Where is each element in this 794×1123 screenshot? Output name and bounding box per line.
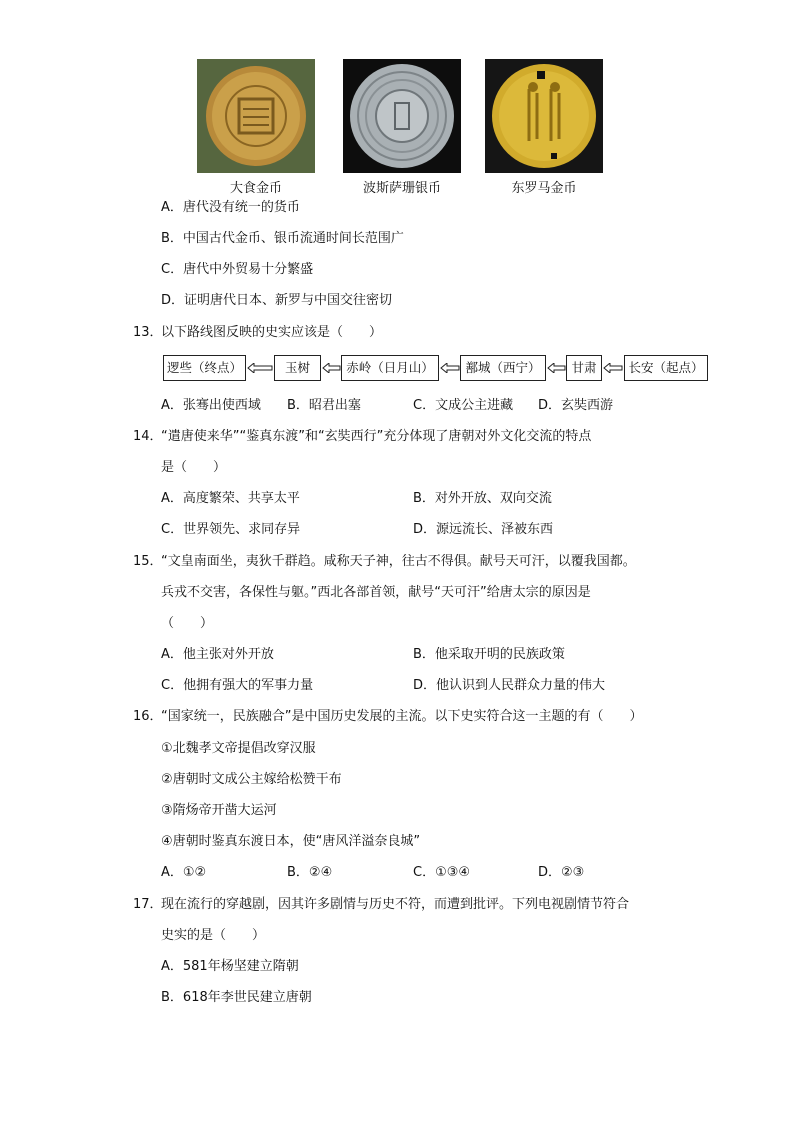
q16-item-4: ④唐朝时鉴真东渡日本，使“唐风洋溢奈良城”: [161, 834, 421, 849]
q16-number: 16．: [133, 709, 163, 724]
left-arrow-icon: [322, 363, 341, 373]
q15-stem-line1: “文皇南面坐，夷狄千群趋。咸称天子神，往古不得俱。献号天可汗，以覆我国都。: [161, 554, 636, 569]
route-node-changan: 长安（起点）: [624, 355, 708, 381]
q14-option-a: A．高度繁荣、共享太平: [161, 491, 300, 506]
q15-option-c: C．他拥有强大的军事力量: [161, 678, 314, 693]
q16-stem: “国家统一，民族融合”是中国历史发展的主流。以下史实符合这一主题的有（ ）: [161, 709, 643, 724]
route-diagram: [163, 355, 708, 383]
coin-figure: [195, 59, 615, 199]
q16-option-b: B．②④: [287, 865, 333, 880]
q12-option-a: A．唐代没有统一的货币: [161, 200, 300, 215]
byzantine-coin-image: [485, 59, 603, 173]
q15-option-b: B．他采取开明的民族政策: [413, 647, 565, 662]
silver-coin-sasanian-icon: [343, 59, 461, 173]
coin-caption-3: 东罗马金币: [511, 181, 577, 196]
route-node-luoxie: 逻些（终点）: [163, 355, 246, 381]
coin-caption-1: 大食金币: [229, 181, 282, 196]
q16-option-d: D．②③: [538, 865, 585, 880]
q16-option-c: C．①③④: [413, 865, 471, 880]
coin-caption-2: 波斯萨珊银币: [362, 181, 441, 196]
left-arrow-icon: [547, 363, 566, 373]
q15-stem-line2: 兵戎不交害，各保性与躯。”西北各部首领，献号“天可汗”给唐太宗的原因是: [161, 585, 591, 600]
route-node-shancheng: 鄯城（西宁）: [460, 355, 546, 381]
q13-option-a: A．张骞出使西域: [161, 398, 261, 413]
route-node-gansu: 甘肃: [566, 355, 602, 381]
q15-option-d: D．他认识到人民群众力量的伟大: [413, 678, 606, 693]
q15-option-a: A．他主张对外开放: [161, 647, 274, 662]
q14-option-b: B．对外开放、双向交流: [413, 491, 552, 506]
q17-option-b: B．618年李世民建立唐朝: [161, 990, 312, 1005]
q16-option-a: A．①②: [161, 865, 207, 880]
q13-option-c: C．文成公主进藏: [413, 398, 514, 413]
dinar-coin-image: [197, 59, 315, 173]
q13-option-d: D．玄奘西游: [538, 398, 614, 413]
q16-item-2: ②唐朝时文成公主嫁给松赞干布: [161, 772, 342, 787]
left-arrow-icon: [440, 363, 460, 373]
q17-stem-line2: 史实的是（ ）: [161, 928, 266, 943]
q13-number: 13．: [133, 325, 163, 340]
q14-option-c: C．世界领先、求同存异: [161, 522, 301, 537]
q16-item-3: ③隋炀帝开凿大运河: [161, 803, 277, 818]
gold-coin-byzantine-icon: [485, 59, 603, 173]
left-arrow-icon: [603, 363, 623, 373]
q12-option-d: D．证明唐代日本、新罗与中国交往密切: [161, 293, 393, 308]
q17-number: 17．: [133, 897, 163, 912]
q14-stem-line2: 是（ ）: [161, 460, 227, 475]
q16-item-1: ①北魏孝文帝提倡改穿汉服: [161, 741, 316, 756]
q14-stem-line1: “遣唐使来华”“鉴真东渡”和“玄奘西行”充分体现了唐朝对外文化交流的特点: [161, 429, 592, 444]
q14-number: 14．: [133, 429, 163, 444]
q12-option-b: B．中国古代金币、银币流通时间长范围广: [161, 231, 404, 246]
gold-coin-dinar-icon: [197, 59, 315, 173]
q15-number: 15．: [133, 554, 163, 569]
q14-option-d: D．源远流长、泽被东西: [413, 522, 554, 537]
sasanian-coin-image: [343, 59, 461, 173]
q17-option-a: A．581年杨坚建立隋朝: [161, 959, 299, 974]
q13-stem: 以下路线图反映的史实应该是（ ）: [161, 325, 383, 340]
left-arrow-icon: [247, 363, 273, 373]
route-node-yushu: 玉树: [274, 355, 321, 381]
q15-stem-line3: （ ）: [161, 616, 214, 631]
q17-stem-line1: 现在流行的穿越剧，因其许多剧情与历史不符，而遭到批评。下列电视剧情节符合: [161, 897, 630, 912]
route-node-chiling: 赤岭（日月山）: [341, 355, 439, 381]
q13-option-b: B．昭君出塞: [287, 398, 361, 413]
q12-option-c: C．唐代中外贸易十分繁盛: [161, 262, 314, 277]
